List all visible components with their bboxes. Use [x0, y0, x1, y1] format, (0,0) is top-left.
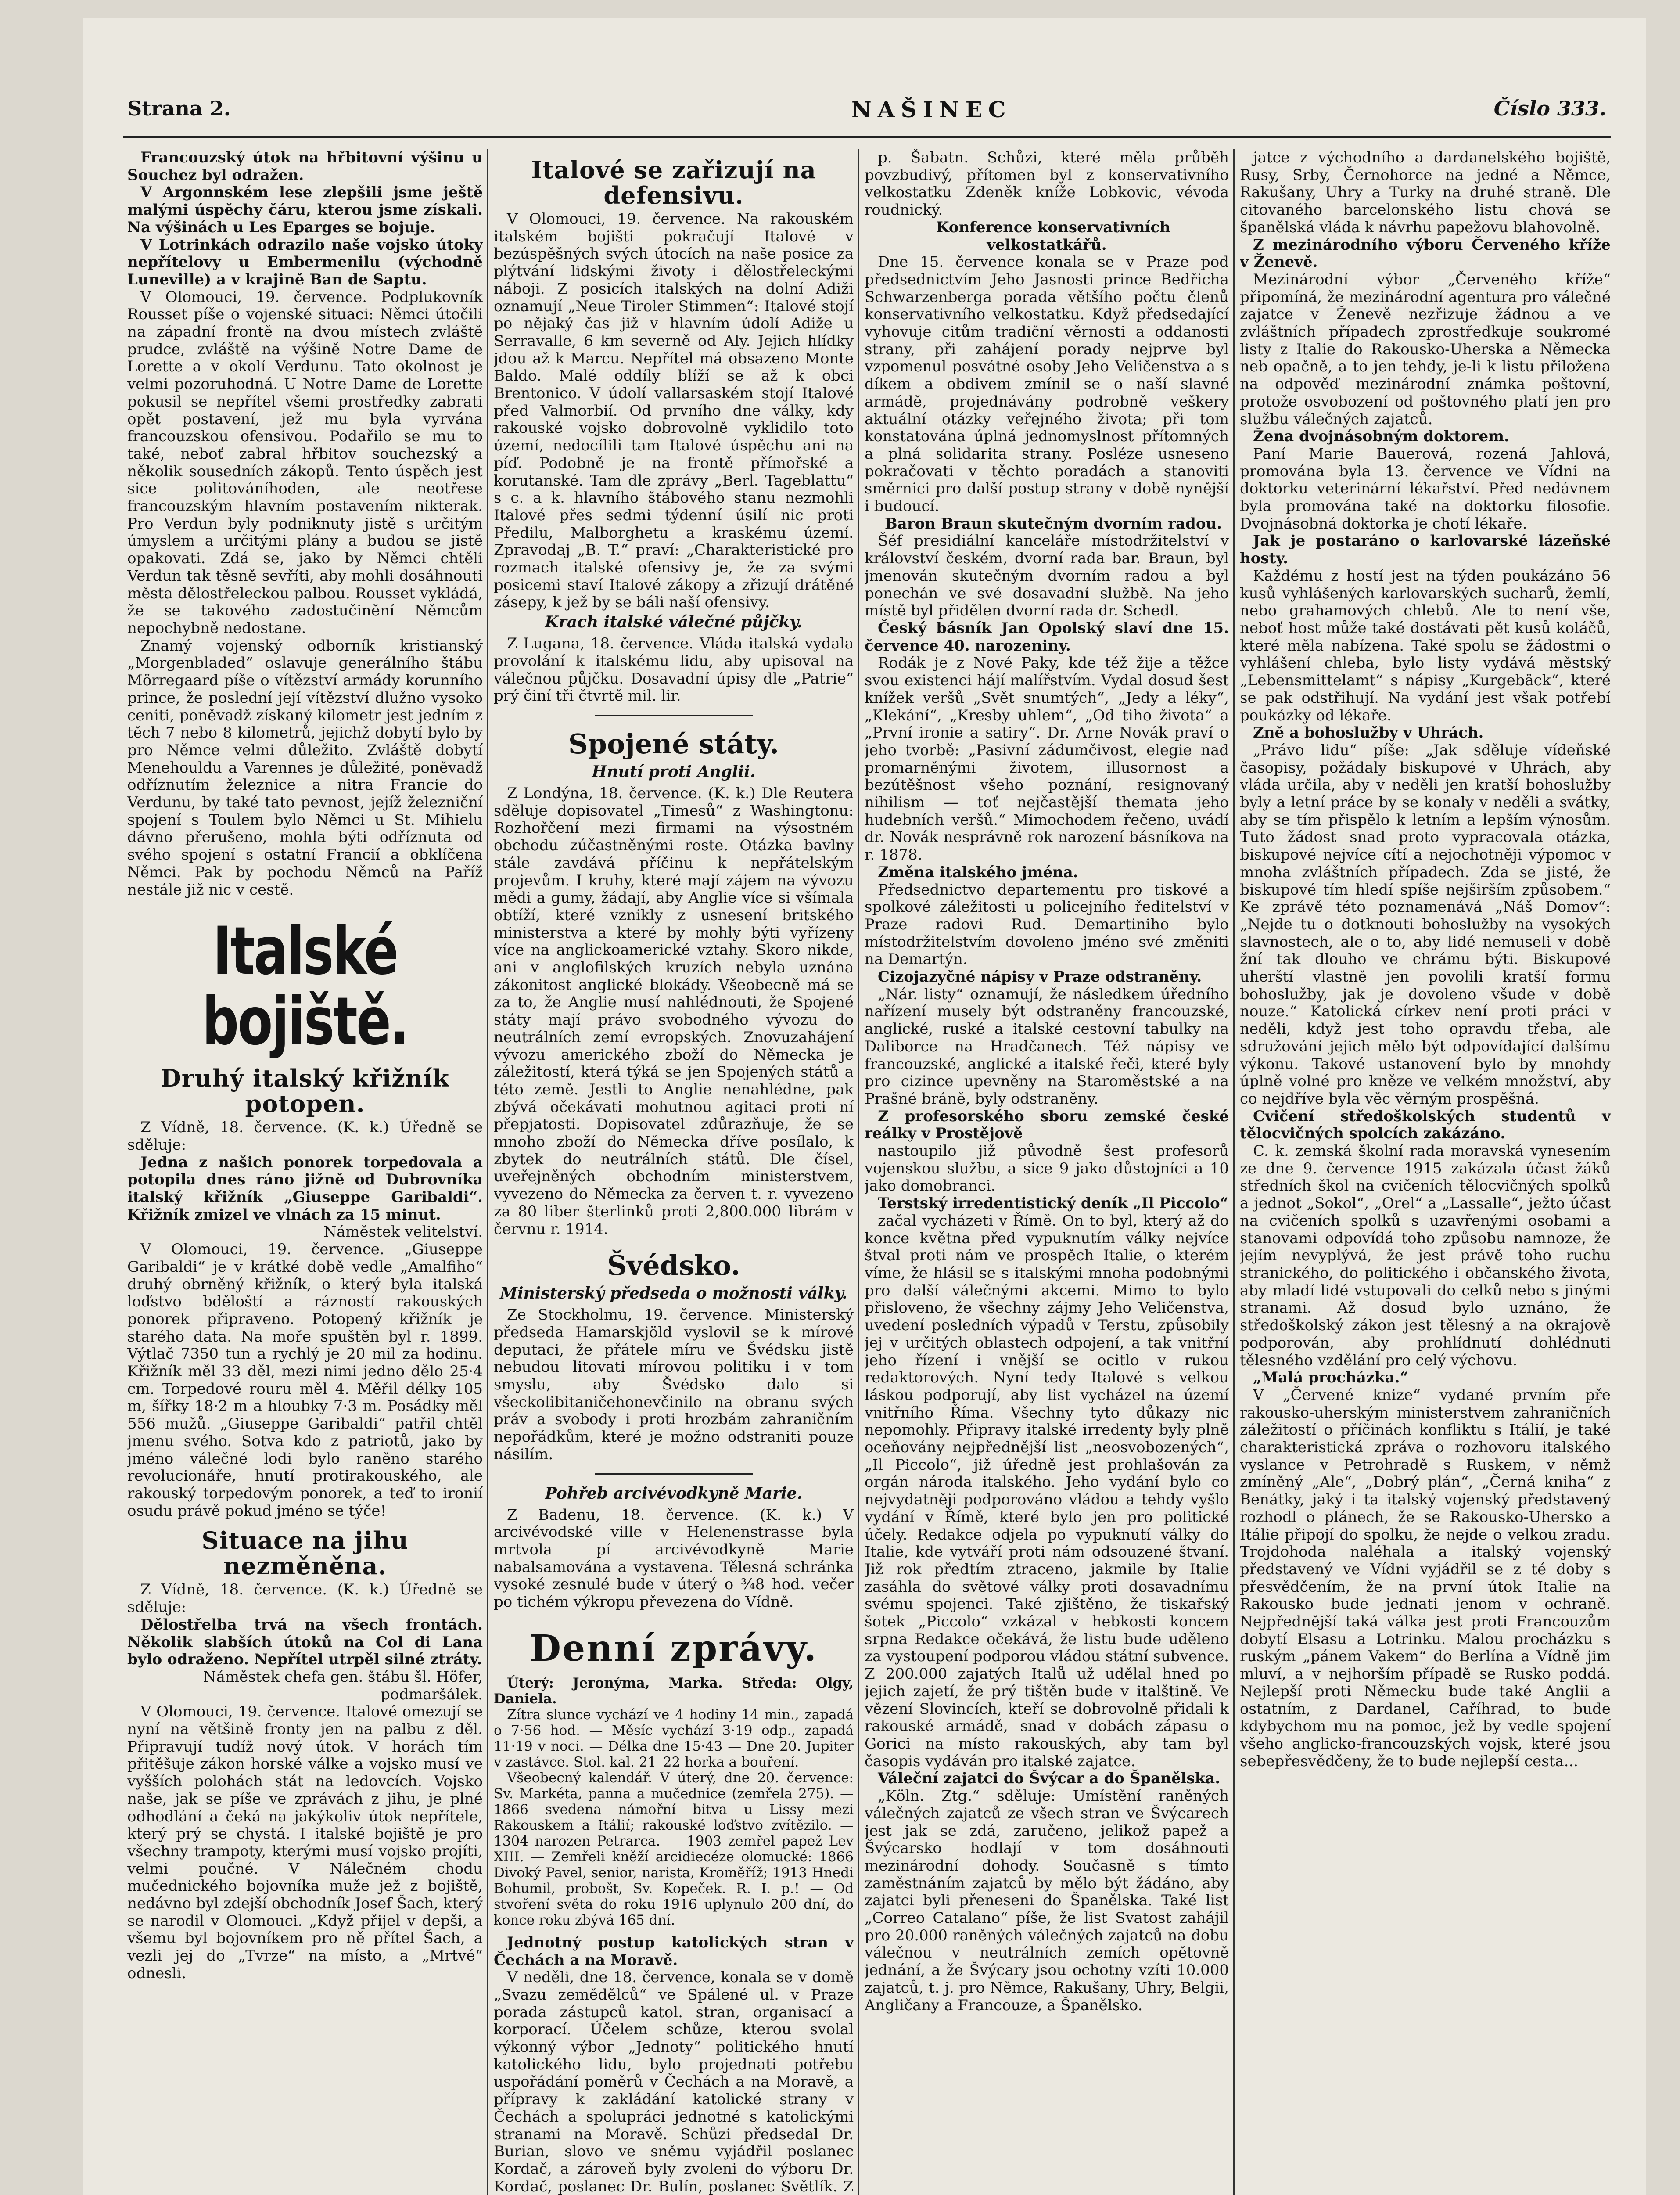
column-divider: [1233, 149, 1235, 2195]
paragraph: Šéf presidiální kanceláře místodržitelství v království českém, dvorní rada bar. Braun, byl jmenován skutečným dvorním radou a byl ponechán ve své dosavadní službě. Na jeho místě byl přidělen dvorní rada dr. Schedl.: [865, 532, 1229, 620]
page-number: Strana 2.: [127, 97, 231, 120]
paragraph: „Právo lidu“ píše: „Jak sděluje vídeňské časopisy, požádaly biskupové v Uhrách, aby vláda určila, aby v neděli jen kratší bohoslužby byly a letní práce by se konaly v neděli a svátky, aby se tím přispělo k letním a lepším výnosům. Tuto žádost snad proto vypracovala otázka, biskupové nejvíce cítí a nejochotněji výpomoc v mnoha zvláštních případech. Zda se jisté, že biskupové tím hledí spíše nejširším způsobem.“ Ke zprávě této poznamenává „Náš Domov“: „Nejde tu o dotknouti bohoslužby na vysokých slavnostech, ale o to, aby lidé nemuseli v době žní tak dlouho ve chrámu býti. Biskupové uherští vlastně jen povolili kratší formu bohoslužby, jak je dovoleno všude v době nouze.“ Katolická církev není proti práci v neděli, když jest toho opravdu třeba, ale sdružování jejich mělo být odpovídající dalšímu výkonu. Takové ustanovení bylo by mnohdy úplně volné pro kněze ve velkém množství, aby co nejdříve byla věc věrným prospěšná.: [1240, 741, 1611, 1108]
column-4: [1240, 149, 1611, 2195]
paragraph: V Lotrinkách odrazilo naše vojsko útoky nepřítelovy u Embermenilu (východně Luneville) a v krajině Ban de Saptu.: [127, 236, 483, 288]
paragraph: Z Lugana, 18. července. Vláda italská vydala provolání k italskému lidu, aby upisoval na válečnou půjčku. Dosavadní úpisy dle „Patrie“ prý činí tři čtvrtě mil. lir.: [494, 635, 854, 705]
subheadline-hnuti-anglii: Hnutí proti Anglii.: [592, 762, 756, 781]
headline-karlovarske: Jak je postaráno o karlovarské lázeňské hosty.: [1240, 532, 1611, 568]
column-1: [127, 149, 483, 2195]
headline-napisy: Cizojazyčné nápisy v Praze odstraněny.: [878, 968, 1202, 986]
paragraph: Dělostřelba trvá na všech frontách. Několik slabších útoků na Col di Lana bylo odraženo. Nepřítel utrpěl silné ztráty.: [127, 1616, 483, 1669]
headline-situace: Situace na jihu nezměněna.: [201, 1526, 409, 1580]
headline-zajatci: Váleční zajatci do Švýcar a do Španělska.: [878, 1770, 1221, 1788]
newspaper-page: [83, 18, 1646, 2195]
headline-zena-doktorem: Žena dvojnásobným doktorem.: [1253, 428, 1509, 446]
signature: Náměstek velitelství.: [323, 1223, 483, 1241]
paragraph: Z Vídně, 18. července. (K. k.) Úředně se sděluje:: [127, 1119, 483, 1154]
masthead: NAŠINEC: [851, 97, 1012, 122]
paragraph: Každému z hostí jest na týden poukázáno 56 kusů vyhlášených karlovarských sucharů, žemlí, nebo grahamových chlebů. Ale to není vše, neboť host může také dostávati pět kusů koláčů, které měla nabízena. Také spolu se žádostmi o vyhlášení chleba, bylo listy vydává městský „Lebensmittelamt“ s nápisy „Kurgebäck“, které se pak odstřihují. Na vydání jest však potřebí poukázky od lékaře.: [1240, 567, 1611, 724]
paragraph: V Argonnském lese zlepšili jsme ještě malými úspěchy čáru, kterou jsme získali. Na výšinách u Les Eparges se bojuje.: [127, 184, 483, 236]
headline-piccolo: Terstský irredentistický deník „Il Piccolo“: [878, 1195, 1229, 1213]
column-2: [494, 149, 854, 2195]
paragraph: V neděli, dne 18. července, konala se v domě „Svazu zemědělců“ ve Spálené ul. v Praze porada zástupců katol. stran, organisací a korporací. Účelem schůze, kterou svolal výkonný výbor „Jednoty“ politického hnutí katolického lidu, bylo projednati potřebu uspořádání poměrů v Čechách a na Moravě, a přípravy k zakládání katolické strany v Čechách a spolupráci jednotné s katolickými stranami na Moravě. Schůzi předsedal Dr. Burian, slovo ve sněmu vyjádřil poslanec Kordač, a zároveň byly zvoleni do výboru Dr. Kordač, poslanec Dr. Bulín, poslanec Světlík. Z: [494, 1968, 854, 2195]
paragraph: C. k. zemská školní rada moravská vynesením ze dne 9. července 1915 zakázala účast žáků středních škol na cvičeních tělocvičných spolků a jednot „Sokol“, „Orel“ a „Lassalle“, ježto účast na cvičeních spolků s uzavřenými osobami a stanovami odpovídá toho způsobu namnoze, že jejím nevyplývá, že jest právě toho ruchu stranického, do politického i občanského života, aby mladí lidé vstupovali do celků nebo s jinými stranami. Až dosud bylo uznáno, že středoškolský zákon jest tělesný a na okrajově podporován, aby prohlídnutí dohlédnuti tělesného vzdělání pro celý výchovu.: [1240, 1142, 1611, 1369]
column-divider: [858, 149, 859, 2195]
headline-italove-defensiva: Italové se zařizují na defensivu.: [531, 156, 816, 209]
column-3: [865, 149, 1229, 2195]
paragraph: „Nár. listy“ oznamují, že následkem úředního nařízení musely být odstraněny francouzské, anglické, ruské a italské cestovní tabulky na Daliborce na Hradčanech. Též nápisy ve francouzské, anglické a italské řeči, které byly pro cizince upevněny na Staroměstské a na Prašné bráně, byly odstraněny.: [865, 985, 1229, 1108]
headline-mala-prochazka: „Malá procházka.“: [1253, 1369, 1409, 1387]
paragraph: Jedna z našich ponorek torpedovala a potopila dnes ráno jižně od Dubrovníka italský křižník „Giuseppe Garibaldi“. Křižník zmizel ve vlnách za 15 minut.: [127, 1153, 483, 1223]
headline-baron-braun: Baron Braun skutečným dvorním radou.: [884, 515, 1222, 533]
calendar-names: Úterý: Jeronýma, Marka. Středa: Olgy, Daniela.: [494, 1675, 854, 1707]
headline-cviceni: Cvičení středoškolských studentů v tělocvičných spolcích zakázáno.: [1240, 1107, 1611, 1143]
headline-bohosluzby: Zně a bohoslužby v Uhrách.: [1253, 724, 1484, 742]
signature: Náměstek chefa gen. štábu šl. Höfer, podmaršálek.: [203, 1668, 483, 1703]
section-title-italske-bojiste: Italské bojiště.: [202, 913, 408, 1060]
paragraph: V Olomouci, 19. července. Podplukovník Rousset píše o vojenské situaci: Němci útočili na západní frontě na dvou místech zvláště prudce, zvláště na výšině Notre Dame de Lorette a v okolí Verdunu. Tato okolnost je velmi pozoruhodná. U Notre Dame de Lorette pokusil se nepřítel všemi prostředky zabrati opět postavení, jež mu byla vyrvána francouzskou ofensivou. Podařilo se mu to také, neboť zabral hřbitov souchezský a několik sousedních zákopů. Tento úspěch jest sice politováníhoden, ale neotřese francouzským hlavním postavením nikterak. Pro Verdun byly podniknuty jistě s určitým úmyslem a určitými plány a budou se jistě opakovati. Zdá se, jako by Němci chtěli Verdun tak těsně sevříti, aby mohli dosáhnouti města dělostřeleckou palbou. Rousset vykládá, že se takového zadostučinění Němcům nepochybně nedostane.: [127, 288, 483, 637]
paragraph: V „Červené knize“ vydané prvním pře rakousko-uherským ministerstvem zahraničních záležitostí o příčinách konfliktu s Itálií, je také charakteristická zpráva o rozhovoru italského vyslance v Petrohradě s Ruskem, v němž zmíněný „Ale“, „Dobrý plán“, „Černá kniha“ z Benátky, jaký i ta italský vojenský představený rozhodl o plánech, že se Rakousko-Uhersko a Itálie připojí do spolku, že nejde o velkou zradu. Trojdohoda naléhala a italský vojenský představený ve Vídni vyjádřil se z té doby s přesvědčením, že na první útok Italie na Rakousko bude jednati jenom v ochraně. Nejpřednější taká válka jest proti Francouzům dobytí Elsasu a Lotrinku. Malou procházku s ruským „pánem Vakem“ do Berlína a Vídně jim mluví, a v nejhorším případě se Rusko poddá. Nejlepší proti Německu bude také Anglii a ostatním, z Dardanel, Caříhrad, to bude kdybychom mu na pomoc, jež by vedle spojení všeho anglicko-francouzských vojsk, které jsou sebepřesvědčeny, že to bude nejlepší cesta...: [1240, 1386, 1611, 1770]
separator: [595, 1473, 753, 1475]
paragraph: nastoupilo již původně šest profesorů vojenskou službu, a sice 9 jako důstojníci a 10 jako domobranci.: [865, 1142, 1229, 1195]
section-title-denni-zpravy: Denní zprávy.: [530, 1627, 818, 1670]
paragraph: V Olomouci, 19. července. „Giuseppe Garibaldi“ je v krátké době vedle „Amalfiho“ druhý obrněný křižník, o který byla italská loďstvo bděloští a rázností rakouských ponorek připraveno. Potopený křižník je starého data. Na moře spuštěn byl r. 1899. Výtlač 7350 tun a rychlý je 20 mil za hodinu. Křižník měl 33 děl, mezi nimi jedno dělo 25·4 cm. Torpedové rouru měl 4. Měřil délky 105 m, šířky 18·2 m a hloubky 7·3 m. Posádky měl 556 mužů. „Giuseppe Garibaldi“ patřil chtěl jmenu svého. Sotva kdo z patriotů, jako by jméno válečné lodi bylo raněno starého revolucionáře, hnutí protirakouského, ale rakouský torpedovým ponorek, a teď to ironií osudu právě pokud jméno se týče!: [127, 1241, 483, 1520]
headline-profesor: Z profesorského sboru zemské české reálky v Prostějově: [865, 1107, 1229, 1143]
headline-krach-pujcky: Krach italské válečné půjčky.: [545, 613, 803, 632]
calendar-astronomy: Zítra slunce vychází ve 4 hodiny 14 min., zapadá o 7·56 hod. — Měsíc vychází 3·19 odp., zapadá 11·19 v noci. — Délka dne 15·43 — Dne 20. Jupiter v zastávce. Stol. kal. 21–22 horka a bouření.: [494, 1706, 854, 1770]
paragraph: „Köln. Ztg.“ sděluje: Umístění raněných válečných zajatců ze všech stran ve Švýcarech jest jak se zdá, zaručeno, jelikož papež a Švýcarsko hodlají v tom dosáhnouti mezinárodní dohody. Současně s tímto zaměstnáním zajatců by mělo být žádáno, aby zajatci byli přeneseni do Španělska. Také list „Correo Catalano“ píše, že list Svatost zahájil pro 20.000 raněných válečných zajatců na dobu válečnou v neutrálních zemích opětovně jednání, a že Švýcary jsou ochotny vzíti 10.000 zajatců, t. j. pro Němce, Rakušany, Uhry, Belgii, Angličany a Francouze, a Španělsko.: [865, 1787, 1229, 2014]
headline-svedsko: Švédsko.: [607, 1249, 740, 1282]
separator: [595, 715, 753, 716]
paragraph: Dne 15. července konala se v Praze pod předsednictvím Jeho Jasnosti prince Bedřicha Schwarzenberga porada většího počtu členů konservativního velkostatku. Když předsedající vyhovuje citům tradiční věrnosti a oddanosti strany, při zahájení porady nejprve byl vzpomenul posvátné osoby Jeho Veličenstva a s díkem a obdivem zmínil se o naší slavné armádě, projednávány podrobně veškery aktuální otázky veřejného života; při tom konstatována úplná jednomyslnost přítomných a plná solidarita strany. Posléze usneseno pokračovati v těchto poradách a stanoviti směrnici pro další postup strany v době nynější i budoucí.: [865, 253, 1229, 515]
paragraph: Ze Stockholmu, 19. července. Ministerský předseda Hamarskjöld vyslovil se k mírové deputaci, že přátele míru ve Švédsku jistě nebudou litovati mírovou politiku i v tom smyslu, aby Švédsko dalo si všeckolibitaničehonevčinilo na obranu svých práv a svobody i proti hrozbám zahraničním nepořádkům, které je možno odstraniti pouze násilím.: [494, 1306, 854, 1463]
paragraph: Předsednictvo departementu pro tiskové a spolkové záležitosti u policejního ředitelství v Praze radovi Rud. Demartiniho bylo místodržitelstvím dovoleno jméno své změniti na Demartýn.: [865, 881, 1229, 968]
paragraph: Francouzský útok na hřbitovní výšinu u Souchez byl odražen.: [127, 149, 483, 184]
paragraph: V Olomouci, 19. července. Na rakouském italském bojišti pokračují Italové v bezúspěšných svých útocích na naše posice za plýtvání lidskými životy i dělostřeleckými náboji. Z posicích italských na dolní Adiži oznamují „Neue Tiroler Stimmen“: Italové stojí po nějaký čas již v hlavním údolí Adiže u Serravalle, 6 km severně od Aly. Jejich hlídky jdou až k Marcu. Nepřítel má obsazeno Monte Baldo. Malé oddíly blíží se až k obci Brentonico. V údolí vallarsaském stojí Italové před Valmorbií. Od prvního dne války, kdy rakouské vojsko dobrovolně vyklidilo toto území, nedocílili tam Italové úspěchu ani na píď. Podobně je na frontě přímořské a korutanské. Tam dle zprávy „Berl. Tageblattu“ s c. a k. hlavního štábového stanu nezmohli Italové přes sedmi týdenní úsilí nic proti Předilu, Malborghetu a kraskému území. Zpravodaj „B. T.“ praví: „Charakteristické pro rozmach italské ofensivy je, že za svými posicemi staví Italové zákopy a zřizují drátěné zásepy, k jež by se báli naší ofensivy.: [494, 210, 854, 612]
paragraph: Mezinárodní výbor „Červeného kříže“ připomíná, že mezinárodní agentura pro válečné zajatce v Ženevě nezřizuje žádnou a ve zvláštních případech zprostředkuje soukromé listy z Italie do Rakousko-Uherska a Německa neb opačně, a to jen tehdy, je-li k listu přiložena na odpověď mezinárodní známka poštovní, protože osvobození od poštovného platí jen pro službu válečných zajatců.: [1240, 270, 1611, 428]
headline-pohreb: Pohřeb arcivévodkyně Marie.: [545, 1484, 803, 1503]
headline-jednotny-postup: Jednotný postup katolických stran v Čechách a na Moravě.: [494, 1933, 854, 1969]
page-header: [123, 97, 1611, 138]
paragraph: Z Vídně, 18. července. (K. k.) Úředně se sděluje:: [127, 1581, 483, 1616]
subheadline-ministersky-predseda: Ministerský předseda o možnosti války.: [500, 1284, 847, 1303]
headline-konference: Konference konservativních velkostatkářů.: [936, 218, 1170, 254]
headline-zmena-jmena: Změna italského jména.: [878, 863, 1078, 881]
headline-cerveny-kriz: Z mezinárodního výboru Červeného kříže v Ženevě.: [1240, 236, 1611, 271]
issue-number: Číslo 333.: [1493, 97, 1606, 120]
calendar-general: Všeobecný kalendář. V úterý, dne 20. července: Sv. Markéta, panna a mučednice (zemřela 275). — 1866 svedena námořní bitva u Lissy mezi Rakouskem a Itálií; rakouské loďstvo zvítězilo. — 1304 narozen Petrarca. — 1903 zemřel papež Lev XIII. — Zemřeli kněží arcidiecéze olomucké: 1866 Divoký Pavel, senior, narista, Kroměříž; 1913 Hnedi Bohumil, probošt, Sv. Kopeček. R. I. p.! — Od stvoření světa do roku 1916 uplynulo 200 dní, do konce roku zbývá 165 dní.: [494, 1770, 854, 1928]
paragraph: Z Londýna, 18. července. (K. k.) Dle Reutera sděluje dopisovatel „Timesů“ z Washingtonu: Rozhořčení mezi firmami na výsostném obchodu zúčastněnými roste. Otázka bavlny stále zavdává příčinu k nepřátelským projevům. I kruhy, které mají zájem na vývozu mědi a gumy, žádají, aby Anglie více si všímala obtíží, které vznikly z usnesení britského ministerstva a které by mohly býti vyřízeny více na anglickoamerické vztahy. Skoro nikde, ani v anglofilských kruzích nebyla uznána zákonitost anglické blokády. Všeobecně má se za to, že Anglie musí nahlédnouti, že Spojené státy mají právo svobodného vývozu do neutrálních zemí evropských. Znovuzahájení vývozu amerického zboží do Německa je záležitostí, která týká se jen Spojených států a této země. Jestli to Anglie nenahlédne, pak zbývá očekávati mohutnou agitaci proti ní přepjatosti. Dopisovatel zdůrazňuje, že se mnoho zboží do Německa dříve posílalo, k zbytek do neutrálních států. Dle čísel, uveřejněných obchodním ministerstvem, vyvezeno do Německa za červen t. r. vyvezeno za 80 liber šterlinků proti 2,800.000 librám v červnu r. 1914.: [494, 784, 854, 1238]
headline-krizink-potopen: Druhý italský křižník potopen.: [160, 1064, 450, 1118]
paragraph: V Olomouci, 19. července. Italové omezují se nyní na většině fronty jen na palbu z děl. Připravují tudíž nový útok. V horách tím přitěšuje zákon horské válke a vojsko musí ve vyšších polohách stát na ledovcích. Vojsko naše, jak se píše ve zprávách z jihu, je plné odhodlání a čeká na jakýkoliv útok nepřítele, který prý se chystá. I italské bojiště je pro všechny trampoty, kterými musí vojsko projíti, velmi poučné. V Nálečném chodu mučednického bojovníka muže jež z bojiště, nedávno byl zdejší obchodník Josef Šach, který se narodil v Olomouci. „Když přijel v depši, a všemu byl bojovníkem pro ně přítel Šach, a vezli jej do „Tvrze“ na místo, a „Mrtvé“ odnesli.: [127, 1703, 483, 1982]
paragraph: Znamý vojenský odborník kristianský „Morgenbladed“ oslavuje generálního štábu Mörregaard píše o vítězství armády korunního prince, že poslední její vítězství dlužno vysoko ceniti, poněvadž získaný kilometr jest jedním z těch 7 nebo 8 kilometrů, jejichž dobytí bylo by pro Němce velmi důležito. Zvláště dobytí Menehouldu a Varennes je důležité, poněvadž odříznutím železnice a nitra Francie do Verdunu, by také tato pevnost, jejíž železniční spojení s Toulem bylo Němci u St. Mihielu dávno přerušeno, mohla býti odříznuta od svého spojení s ostatní Francií a obklíčena Němci. Pak by pochodu Němců na Paříž nestále již nic v cestě.: [127, 637, 483, 899]
column-divider: [487, 149, 488, 2195]
paragraph: p. Šabatn. Schůzi, které měla průběh povzbudivý, přítomen byl z konservativního velkostatku Zdeněk kníže Lobkovic, vévoda roudnický.: [865, 149, 1229, 219]
paragraph: Paní Marie Bauerová, rozená Jahlová, promována byla 13. července ve Vídni na doktorku veterinární lékařství. Před nedávnem byla promována také na doktorku filosofie. Dvojnásobná doktorka je chotí lékaře.: [1240, 445, 1611, 533]
paragraph: začal vycházeti v Římě. On to byl, který až do konce května před vypuknutím války nejvíce štval proti nám ve prospěch Italie, o kterém víme, že hlásil se s italskými mnoha podobnými pro další válečnými akcemi. Mimo to bylo přisloveno, že všechny zájmy Jeho Veličenstva, uvedení posledních výpadů v Terstu, způsobily jej v určitých oblastech odpojení, a tak vnitřní jeho řízení i vnější se ocitlo v rukou redaktorových. Nyní tedy Italové s velkou láskou podporují, aby list vycházel na území vnitřního Říma. Všechny tyto důkazy nic nepomohly. Připravy italské irredenty byly plně oceňovány nejpřednější list „neosvobozených“, „Il Piccolo“, již úředně jest prohlašován za orgán národa italského. Jeho vydání bylo co nejvydatněji podporováno vládou a tehdy vyšlo vydání v Římě, které bylo jen pro politické účely. Redakce odjela po vypuknutí války do Italie, kde vytváří proti nám odsouzené štvaní. Již rok předtím ztraceno, jakmile by Italie zasáhla do světové války proti dosavadnímu svému spojenci. Také zjištěno, že tiskařský šotek „Piccolo“ vzkázal v hebkosti koncem srpna Redakce očekává, že listu bude uděleno za vystoupení podporou vládou státní subvence. Z 200.000 zajatých Italů už udělal hned po jejich zajetí, že prý tištěn bude v italštině. Ve vězení Slovincích, kteří se dobrovolně přidali k rakouské armádě, snad v dobách zápasu o Gorici na místo rakouských, aby tam byl časopis vydáván pro italské zajatce.: [865, 1212, 1229, 1770]
paragraph: Z Badenu, 18. července. (K. k.) V arcivévodské ville v Helenenstrasse byla mrtvola pí arcivévodkyně Marie nabalsamována a vystavena. Tělesná schránka vysoké zesnulé bude v úterý o ¾8 hod. večer po tichém výkropu převezena do Vídně.: [494, 1506, 854, 1611]
paragraph: Rodák je z Nové Paky, kde též žije a těžce svou existenci hájí malířstvím. Vydal dosud šest knížek veršů „Svět snumtých“, „Jedy a léky“, „Klekání“, „Kresby uhlem“, „Od tiho života“ a „První ironie a satiry“. Dr. Arne Novák praví o jeho tvorbě: „Pasivní zádumčivost, elegie nad promarněnými životem, illusornost a bezútěšnost všeho poznání, resignovaný nihilism — toť nejčastější themata jeho hudebních veršů.“ Mimochodem řečeno, uvádí dr. Novák nesprávně rok narození básníkova na r. 1878.: [865, 654, 1229, 864]
paragraph: jatce z východního a dardanelského bojiště, Rusy, Srby, Černohorce na jedné a Němce, Rakušany, Uhry a Turky na druhé straně. Dle citovaného barcelonského listu chová se španělská vláda k návrhu papežovu blahovolně.: [1240, 149, 1611, 236]
headline-spojene-staty: Spojené státy.: [568, 727, 779, 760]
headline-opolsky: Český básník Jan Opolský slaví dne 15. července 40. narozeniny.: [865, 619, 1229, 655]
